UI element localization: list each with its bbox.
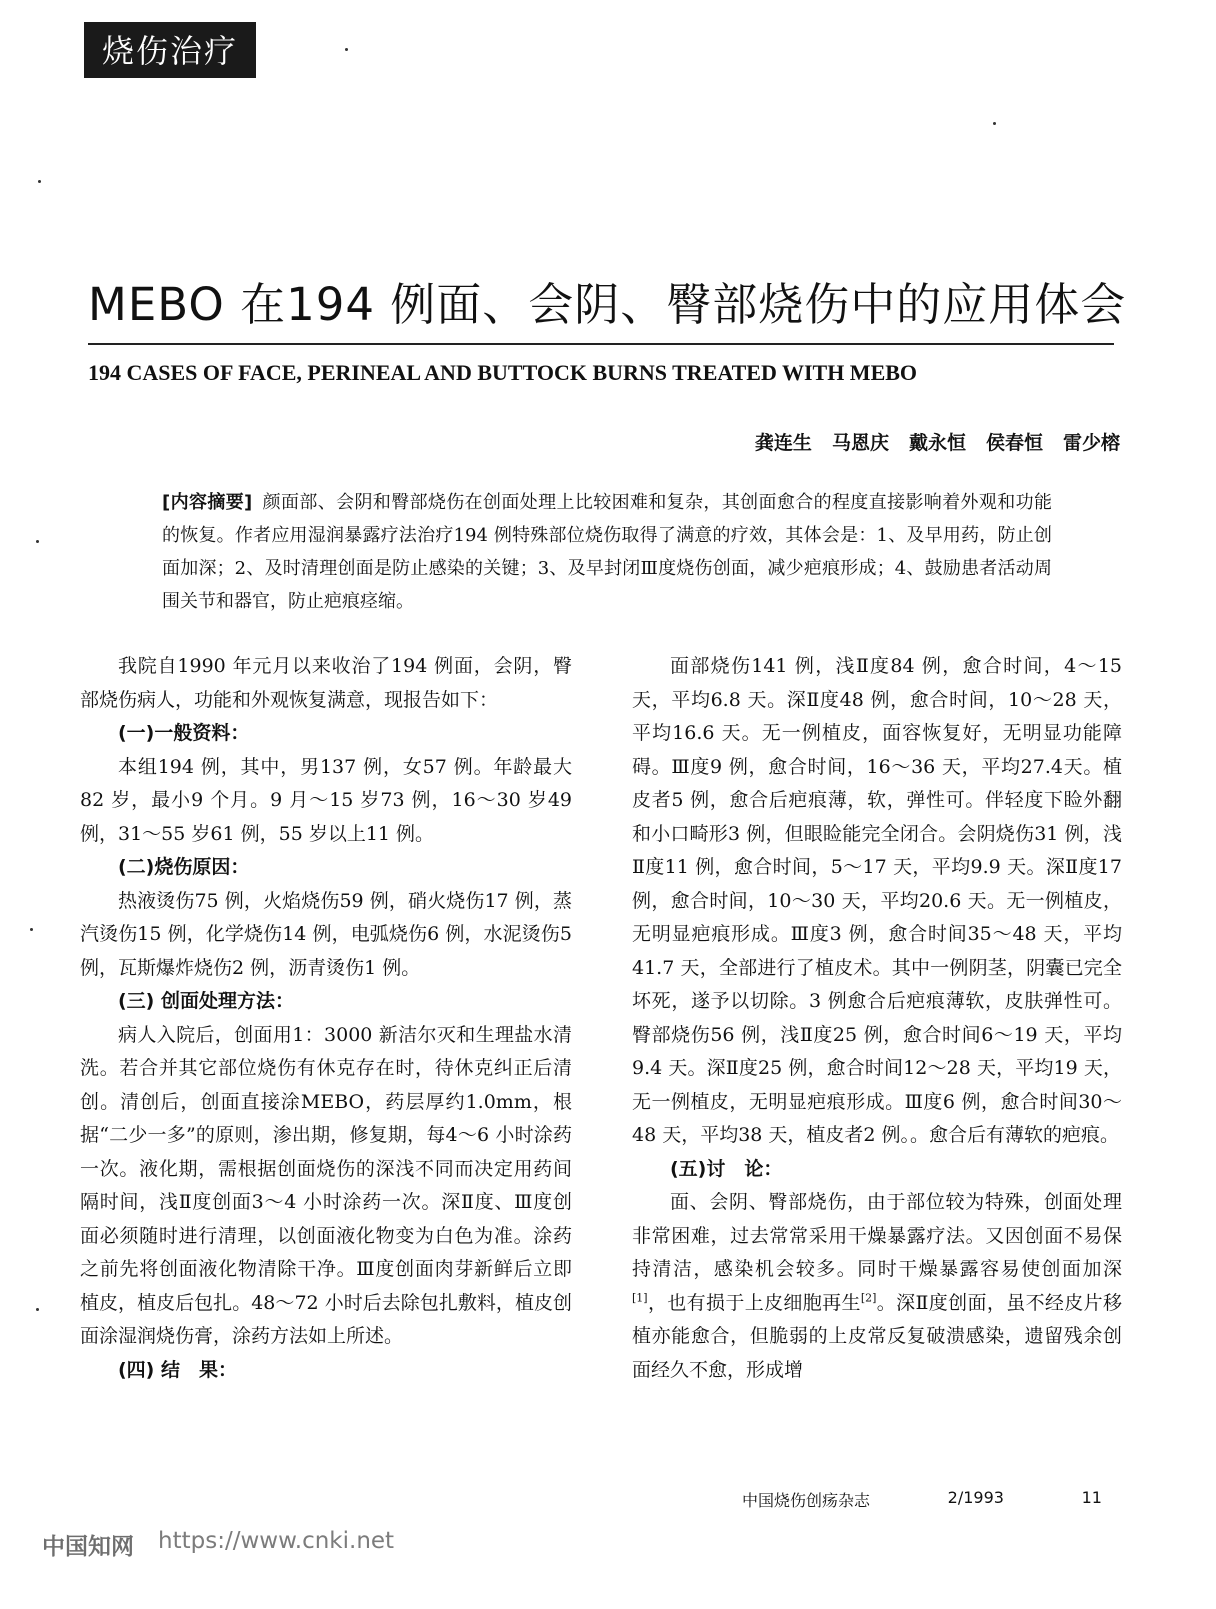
discussion-paragraph bbox=[632, 1186, 1122, 1387]
page-number: 11 bbox=[1081, 1488, 1102, 1507]
citation-ref: [1] bbox=[632, 1291, 648, 1305]
scan-speck bbox=[36, 540, 39, 543]
scan-speck bbox=[36, 1308, 39, 1311]
intro-paragraph: 我院自1990 年元月以来收治了194 例面，会阴，臀部烧伤病人，功能和外观恢复满意，现报告如下： bbox=[80, 655, 572, 711]
citation-ref: [2] bbox=[860, 1291, 877, 1305]
cnki-watermark bbox=[42, 1528, 394, 1561]
article-title-english: 194 CASES OF FACE, PERINEAL AND BUTTOCK BURNS TREATED WITH MEBO bbox=[88, 360, 918, 385]
section-heading-results: (四) 结 果： bbox=[118, 1358, 237, 1381]
author-name: 马恩庆 bbox=[831, 432, 889, 454]
author-name: 侯春恒 bbox=[985, 432, 1043, 454]
abstract-text: 颜面部、会阴和臀部烧伤在创面处理上比较困难和复杂，其创面愈合的程度直接影响着外观和功能的恢复。作者应用湿润暴露疗法治疗194 例特殊部位烧伤取得了满意的疗效，其体会是：1、及早用药，防止创面加深；2、及时清理创面是防止感染的关键；3、及早封闭Ⅲ度烧伤创面，减少疤痕形成；4、鼓励患者活动周围关节和器官，防止疤痕痉缩。 bbox=[162, 492, 1052, 612]
discussion-text-part: 。深Ⅱ度创面，虽不经皮片移植亦能愈合，但脆弱的上皮常反复破溃感染，遗留残余创面经久不愈，形成增 bbox=[632, 1291, 1122, 1381]
article-title-chinese: MEBO 在194 例面、会阴、臀部烧伤中的应用体会 bbox=[88, 278, 1127, 331]
section-heading-general: (一)一般资料： bbox=[118, 722, 250, 744]
page-footer bbox=[742, 1488, 1102, 1511]
causes-paragraph: 热液烫伤75 例，火焰烧伤59 例，硝火烧伤17 例，蒸汽烫伤15 例，化学烧伤14 例，电弧烧伤6 例，水泥烫伤5 例，瓦斯爆炸烧伤2 例，沥青烫伤1 例。 bbox=[80, 889, 572, 979]
discussion-text-part: ，也有损于上皮细胞再生 bbox=[647, 1291, 861, 1314]
scan-speck bbox=[38, 180, 41, 183]
right-column bbox=[632, 650, 1122, 1387]
discussion-text-part: 面、会阴、臀部烧伤，由于部位较为特殊，创面处理非常困难，过去常常采用干燥暴露疗法。又因创面不易保持清洁，感染机会较多。同时干燥暴露容易使创面加深 bbox=[632, 1191, 1122, 1280]
section-heading-causes: (二)烧伤原因： bbox=[118, 856, 250, 878]
methods-paragraph: 病人入院后，创面用1：3000 新洁尔灭和生理盐水清洗。若合并其它部位烧伤有休克存在时，待休克纠正后清创。清创后，创面直接涂MEBO，药层厚约1.0mm，根据“二少一多”的原则，渗出期，修复期，每4～6 小时涂药一次。液化期，需根据创面烧伤的深浅不同而决定用药间隔时间，浅Ⅱ度创面3～4 小时涂药一次。深Ⅱ度、Ⅲ度创面必须随时进行清理，以创面液化物变为白色为准。涂药之前先将创面液化物清除干净。Ⅲ度创面肉芽新鲜后立即植皮，植皮后包扎。48～72 小时后去除包扎敷料，植皮创面涂湿润烧伤膏，涂药方法如上所述。 bbox=[80, 1023, 572, 1347]
author-name: 戴永恒 bbox=[908, 432, 966, 454]
section-heading-discussion: (五)讨 论： bbox=[670, 1157, 783, 1180]
scan-speck bbox=[30, 928, 33, 931]
cnki-url: https://www.cnki.net bbox=[158, 1528, 395, 1554]
general-info-paragraph: 本组194 例，其中，男137 例，女57 例。年龄最大82 岁，最小9 个月。9 月～15 岁73 例，16～30 岁49 例，31～55 岁61 例，55 岁以上11 例。 bbox=[80, 755, 572, 845]
abstract bbox=[162, 486, 1052, 618]
issue-number: 2/1993 bbox=[947, 1488, 1004, 1507]
left-column bbox=[80, 650, 572, 1387]
author-name: 龚连生 bbox=[754, 432, 812, 454]
section-tag: 烧伤治疗 bbox=[84, 22, 256, 78]
scan-speck bbox=[993, 122, 996, 125]
author-list bbox=[755, 428, 1120, 455]
title-divider bbox=[88, 343, 1114, 345]
journal-name: 中国烧伤创疡杂志 bbox=[742, 1491, 871, 1510]
scan-speck bbox=[345, 48, 348, 51]
section-heading-methods: (三) 创面处理方法： bbox=[118, 990, 294, 1012]
cnki-logo: 中国知网 bbox=[42, 1534, 134, 1560]
abstract-label: [内容摘要] bbox=[162, 492, 253, 513]
author-name: 雷少榕 bbox=[1062, 432, 1120, 454]
results-paragraph: 面部烧伤141 例，浅Ⅱ度84 例，愈合时间，4～15 天，平均6.8 天。深Ⅱ度48 例，愈合时间，10～28 天，平均16.6 天。无一例植皮，面容恢复好，无明显功能障碍。Ⅲ度9 例，愈合时间，16～36 天，平均27.4天。植皮者5 例，愈合后疤痕薄，软，弹性可。伴轻度下睑外翻和小口畸形3 例，但眼睑能完全闭合。会阴烧伤31 例，浅Ⅱ度11 例，愈合时间，5～17 天，平均9.9 天。深Ⅱ度17 例，愈合时间，10～30 天，平均20.6 天。无一例植皮，无明显疤痕形成。Ⅲ度3 例，愈合时间35～48 天，平均41.7 天，全部进行了植皮术。其中一例阴茎，阴囊已完全坏死，遂予以切除。3 例愈合后疤痕薄软，皮肤弹性可。臀部烧伤56 例，浅Ⅱ度25 例，愈合时间6～19 天，平均9.4 天。深Ⅱ度25 例，愈合时间12～28 天，平均19 天，无一例植皮，无明显疤痕形成。Ⅲ度6 例，愈合时间30～48 天，平均38 天，植皮者2 例。。愈合后有薄软的疤痕。 bbox=[632, 655, 1122, 1146]
